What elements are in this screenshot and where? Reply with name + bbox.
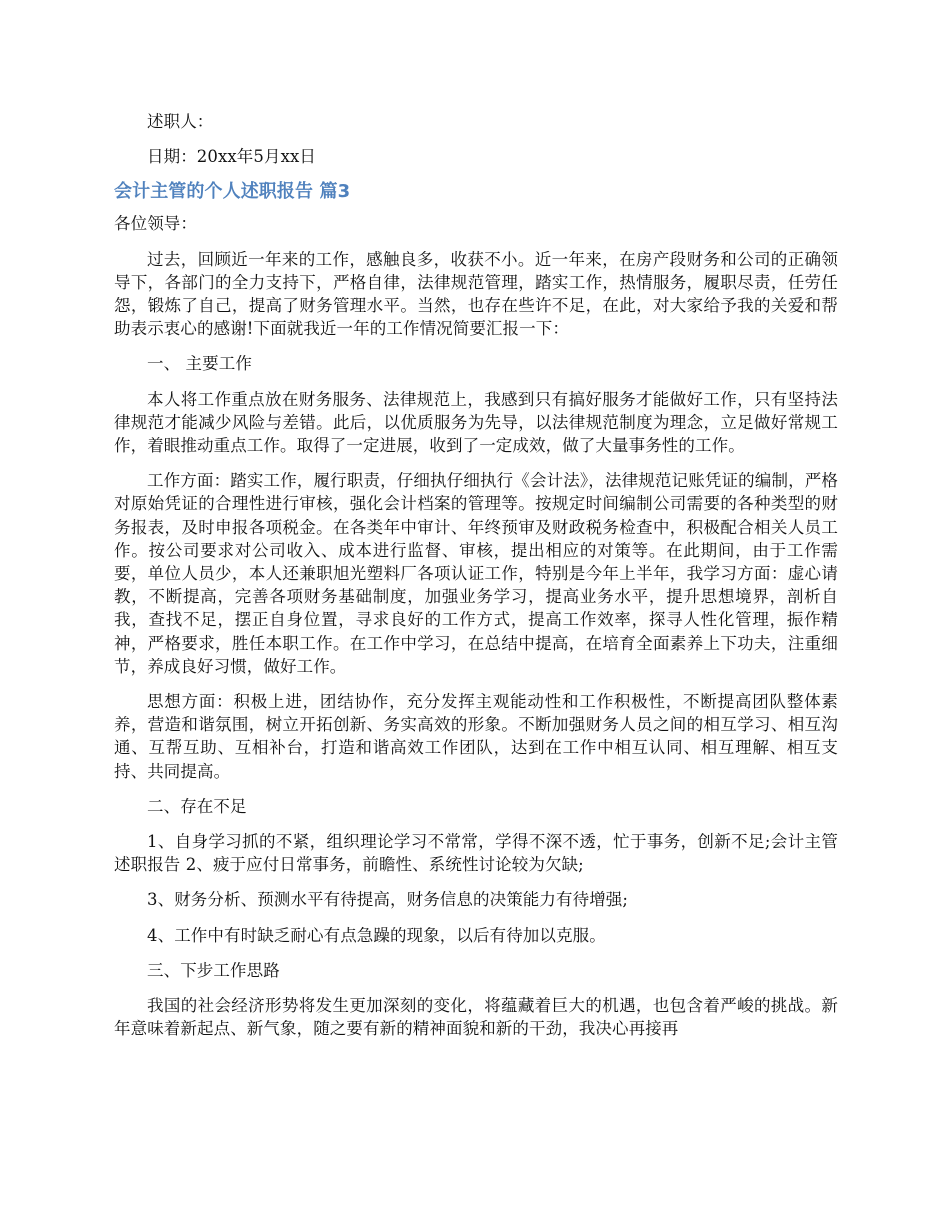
paragraph-focus: 本人将工作重点放在财务服务、法律规范上，我感到只有搞好服务才能做好工作，只有坚持法律规范才能减少风险与差错。此后，以优质服务为先导，以法律规范制度为理念，立足做好常规工作，着眼推动重点工作。取得了一定进展，收到了一定成效，做了大量事务性的工作。 (114, 389, 838, 456)
section-title: 会计主管的个人述职报告 篇3 (114, 181, 351, 203)
date-line: 日期：20xx年5月xx日 (147, 147, 317, 167)
list-item-3: 3、财务分析、预测水平有待提高，财务信息的决策能力有待增强; (147, 890, 629, 910)
list-item-1: 1、自身学习抓的不紧，组织理论学习不常常，学得不深不透，忙于事务，创新不足;会计主管述职报告 2、疲于应付日常事务，前瞻性、系统性讨论较为欠缺; (114, 832, 838, 875)
reporter-line: 述职人： (147, 112, 214, 131)
paragraph-next: 我国的社会经济形势将发生更加深刻的变化，将蕴藏着巨大的机遇，也包含着严峻的挑战。新年意味着新起点、新气象，随之要有新的精神面貌和新的干劲，我决心再接再 (114, 996, 838, 1039)
heading-main-work: 一、 主要工作 (147, 354, 252, 374)
paragraph-work: 工作方面：踏实工作，履行职责，仔细执仔细执行《会计法》，法律规范记账凭证的编制，严格对原始凭证的合理性进行审核，强化会计档案的管理等。按规定时间编制公司需要的各种类型的财务报表，及时申报各项税金。在各类年中审计、年终预审及财政税务检查中，积极配合相关人员工作。按公司要求对公司收入、成本进行监督、审核，提出相应的对策等。在此期间，由于工作需要，单位人员少，本人还兼职旭光塑料厂各项认证工作，特别是今年上半年，我学习方面：虚心请教，不断提高，完善各项财务基础制度，加强业务学习，提高业务水平，提升思想境界，剖析自我，查找不足，摆正自身位置，寻求良好的工作方式，提高工作效率，探寻人性化管理，振作精神，严格要求，胜任本职工作。在工作中学习，在总结中提高，在培育全面素养上下功夫，注重细节，养成良好习惯，做好工作。 (114, 471, 838, 676)
salutation: 各位领导： (114, 214, 197, 234)
paragraph-intro: 过去，回顾近一年来的工作，感触良多，收获不小。近一年来，在房产段财务和公司的正确领导下，各部门的全力支持下，严格自律，法律规范管理，踏实工作，热情服务，履职尽责，任劳任怨，锻炼了自己，提高了财务管理水平。当然，也存在些许不足，在此，对大家给予我的关爱和帮助表示衷心的感谢!下面就我近一年的工作情况简要汇报一下： (114, 249, 838, 339)
document-page (114, 110, 838, 1041)
list-item-4: 4、工作中有时缺乏耐心有点急躁的现象，以后有待加以克服。 (147, 925, 606, 945)
paragraph-thought: 思想方面：积极上进，团结协作，充分发挥主观能动性和工作积极性，不断提高团队整体素养，营造和谐氛围，树立开拓创新、务实高效的形象。不断加强财务人员之间的相互学习、相互沟通、互帮互助、互相补台，打造和谐高效工作团队，达到在工作中相互认同、相互理解、相互支持、共同提高。 (114, 692, 838, 781)
heading-shortcomings: 二、存在不足 (147, 796, 247, 816)
heading-next-steps: 三、下步工作思路 (147, 960, 280, 980)
